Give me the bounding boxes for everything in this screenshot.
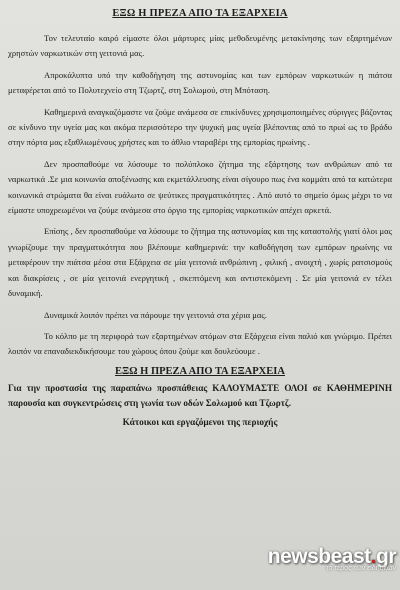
paragraph-6: Δυναμικά λοιπόν πρέπει να πάρουμε την γειτονιά στα χέρια μας. (44, 309, 267, 320)
closing-title: ΕΞΩ Η ΠΡΕΖΑ ΑΠΟ ΤΑ ΕΞΑΡΧΕΙΑ (115, 365, 285, 377)
watermark-brand-tld: gr (376, 545, 396, 568)
paragraph-5: Επίσης , δεν προσπαθούμε να λύσουμε το ζήτημα της αστυνομίας και της καταστολής γιατί όλοι μας γνωρίζουμε την πραγματικότητα που βλέπουμε καθημερινά: την καθοδήγηση των εμπόρων ηρωίνης να μεταφέρουν την πιάτσα μέσα στα Εξάρχεια σε μία γειτονιά ανθρώπινη , φιλική , ανοιχτή , χωρίς ρατσισμούς και διακρίσεις , σε μία γειτονιά ενεργητική , σκεπτόμενη και αντιστεκόμενη . Σε μία γειτονιά εν τέλει δυναμική. (8, 226, 392, 299)
watermark-tagline: το τέρας των ειδήσεων (325, 565, 396, 572)
call-to-action: Για την προστασία της παραπάνω προσπάθειας ΚΑΛΟΥΜΑΣΤΕ ΟΛΟΙ σε ΚΑΘΗΜΕΡΙΝΗ παρουσία και συγκεντρώσεις στη γωνία των οδών Σολωμού και Τζωρτζ. (8, 382, 392, 409)
paragraph-7: Το κόλπο με τη περιφορά των εξαρτημένων ατόμων στα Εξάρχεια είναι παλιό και γνώριμο. Πρέπει λοιπόν να επαναδιεκδικήσουμε του χώρους όπου ζούμε και δουλεύουμε . (8, 330, 392, 357)
paragraph-2: Απροκάλυπτα υπό την καθοδήγηση της αστυνομίας και των εμπόρων ναρκωτικών η πιάτσα μεταφέρεται από το Πολυτεχνείο στη Τζωρτζ, στη Σολωμού, στη Μπόταση. (8, 69, 392, 96)
newsbeast-watermark-logo (268, 545, 396, 572)
watermark-brand-dot: . (370, 545, 376, 568)
document-title: ΕΞΩ Η ΠΡΕΖΑ ΑΠΟ ΤΑ ΕΞΑΡΧΕΙΑ (112, 8, 288, 19)
paragraph-1: Τον τελευταίο καιρό είμαστε όλοι μάρτυρες μίας μεθοδευμένης μετακίνησης των εξαρτημένων χρηστών ναρκωτικών στη γειτονιά μας. (8, 33, 392, 59)
paragraph-4: Δεν προσπαθούμε να λύσουμε το πολύπλοκο ζήτημα της εξάρτησης των ανθρώπων από τα ναρκωτικά .Σε μια κοινωνία αποξένωσης και εκμετάλλευσης είναι σίγουρο πως ένα κομμάτι από τα κατώτερα κοινωνικά στρώματα θα είναι ευάλωτο σε ψεύτικες πραγματικότητες . Από αυτό το σημείο όμως μέχρι το να είμαστε υποχρεωμένοι να ζούμε ανάμεσα στο όργιο της εμπορίας ναρκωτικών απέχει αρκετά. (8, 158, 392, 216)
signature: Κάτοικοι και εργαζόμενοι της περιοχής (122, 417, 278, 428)
paragraph-3: Καθημερινά αναγκαζόμαστε να ζούμε ανάμεσα σε επικίνδυνες χρησιμοποιημένες σύριγγες βάζοντας σε κίνδυνο την υγεία μας και ακόμα περισσότερο την ψυχική μας υγεία βλέποντας από το πρωί ως το βράδυ στην πόρτα μας εξαθλιωμένους χρήστες και το άθλιο νταραβέρι της εμπορίας ηρωίνης . (8, 106, 392, 148)
watermark-brand-name: newsbeast (267, 545, 371, 568)
